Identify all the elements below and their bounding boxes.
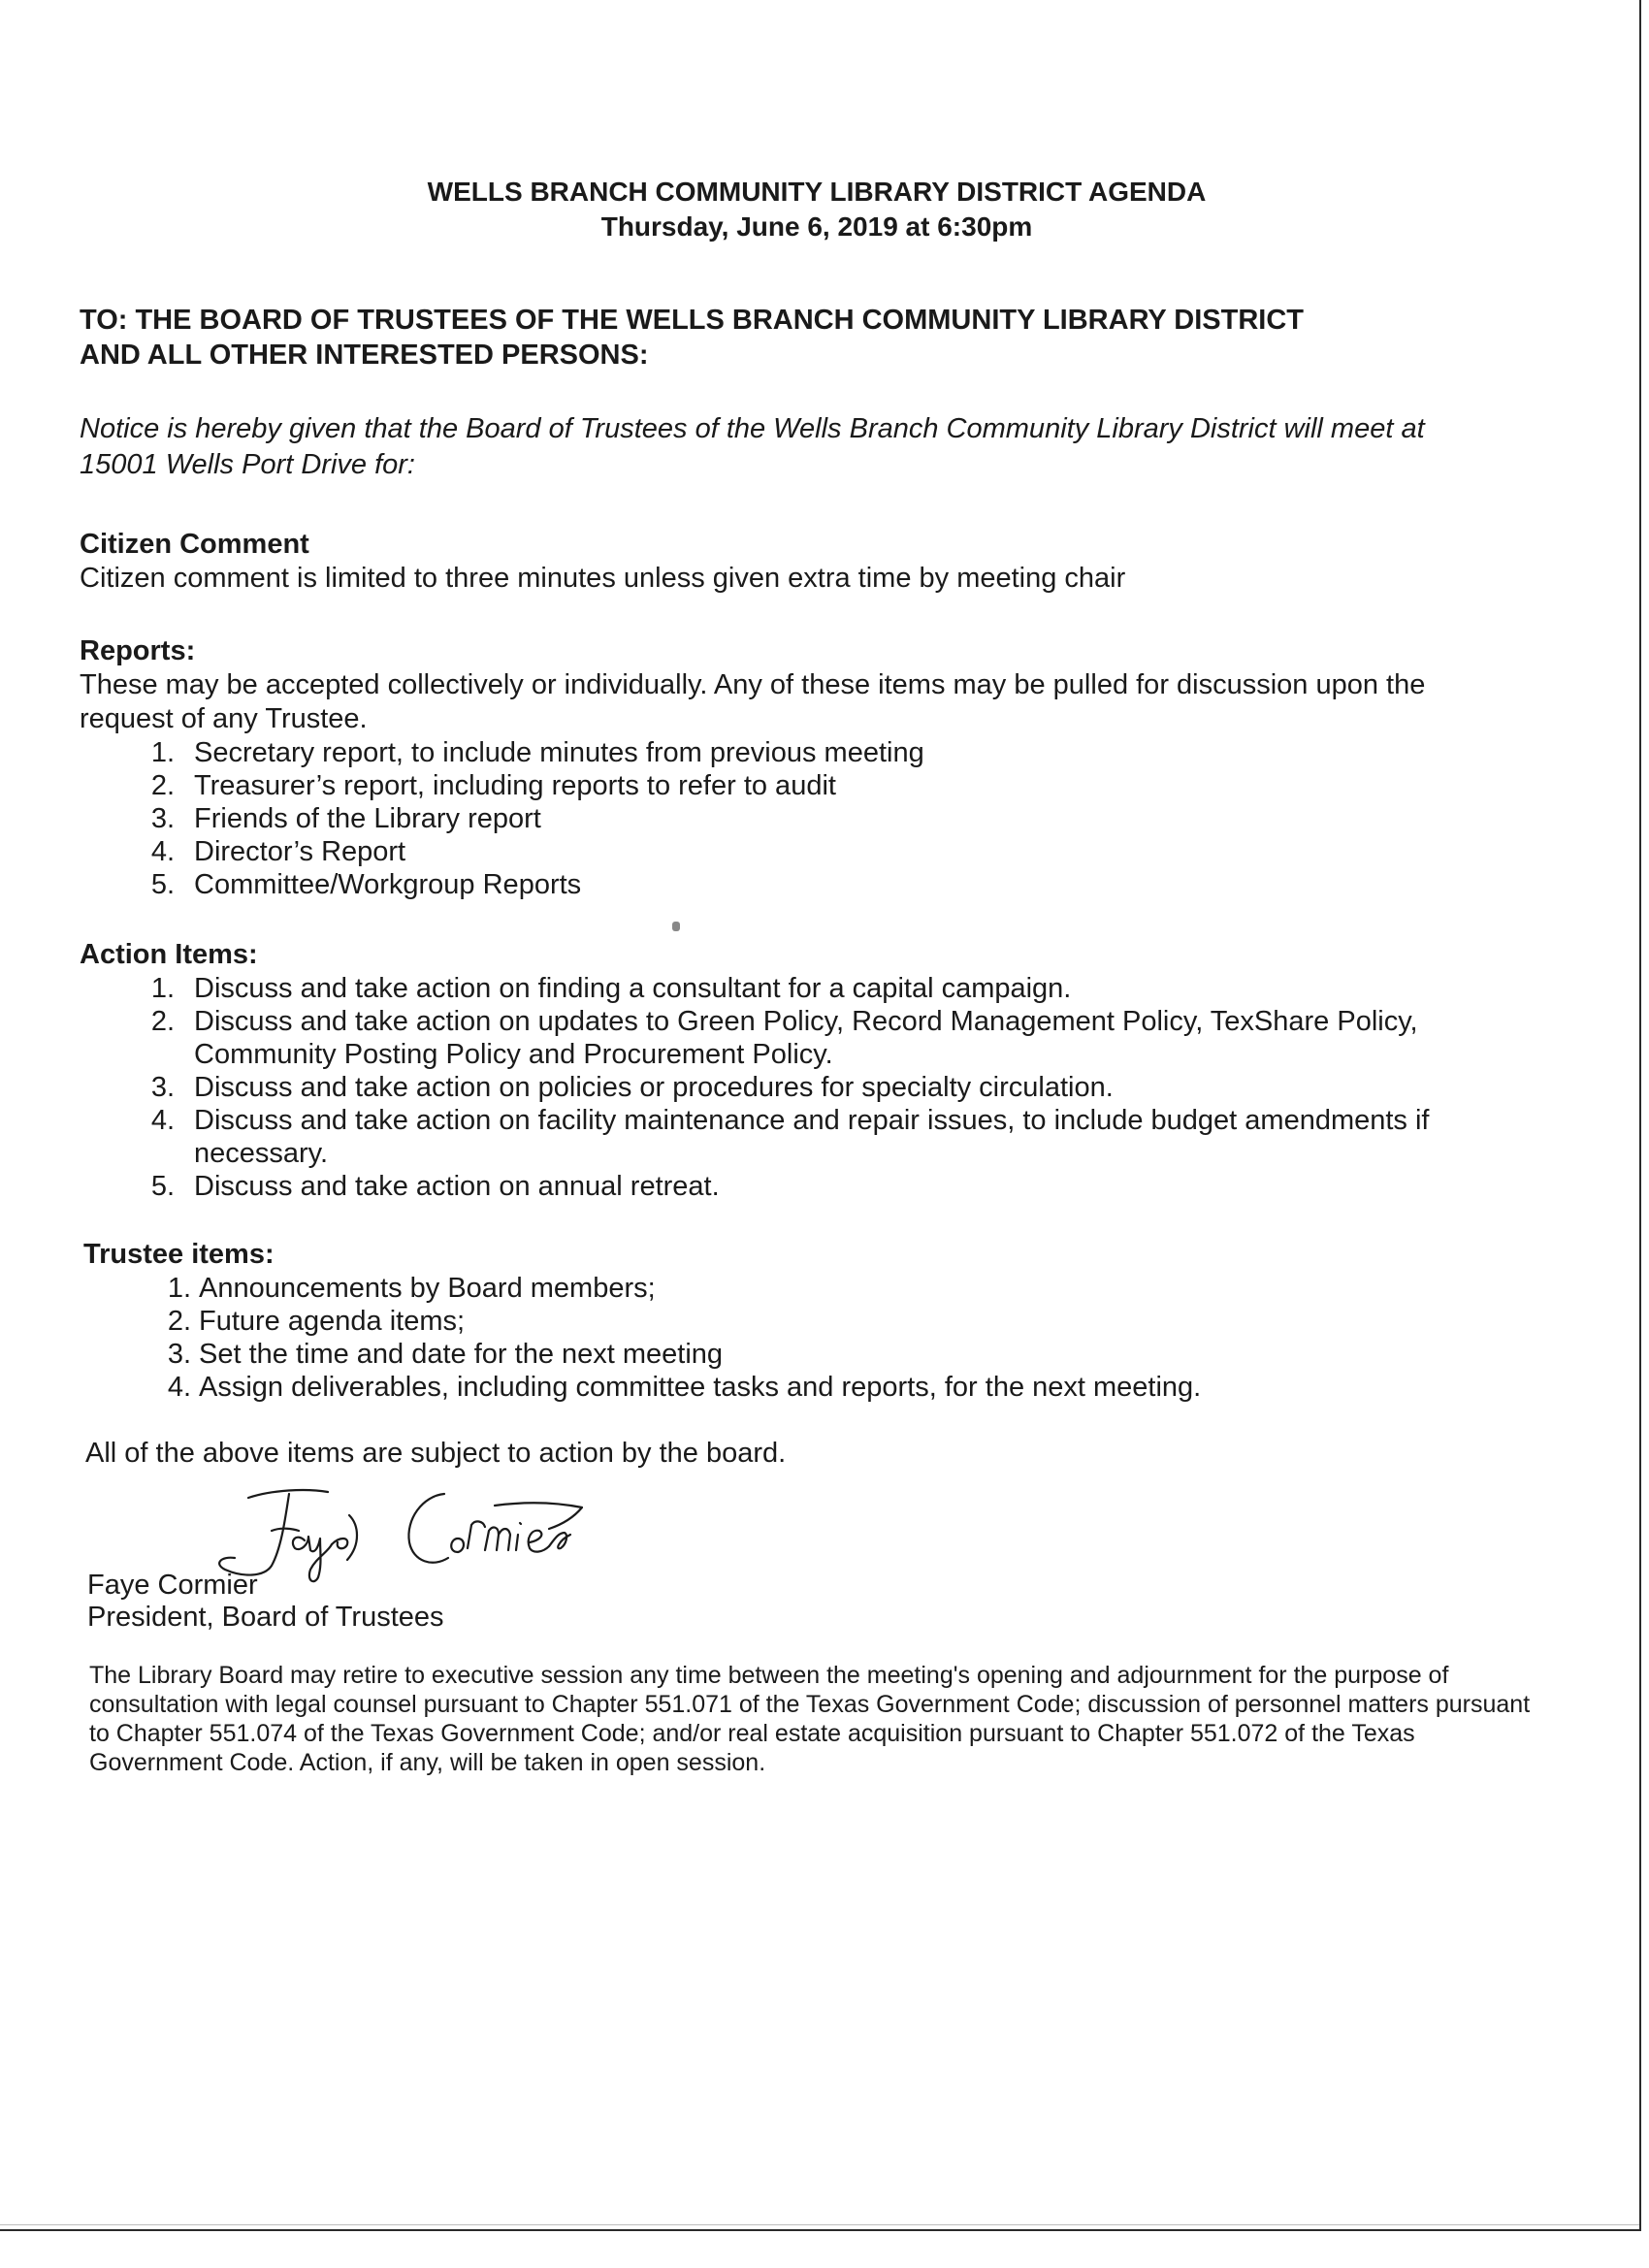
item-number: 5. <box>150 869 175 900</box>
reports-heading: Reports: <box>80 635 196 666</box>
citizen-comment-text: Citizen comment is limited to three minutes unless given extra time by meeting chair <box>80 563 1126 594</box>
scan-edge-bottom-light <box>0 2224 1639 2225</box>
item-number: 1. <box>167 1273 191 1304</box>
item-text: Committee/Workgroup Reports <box>194 869 582 900</box>
item-text: Secretary report, to include minutes from previous meeting <box>194 737 924 768</box>
document-title: WELLS BRANCH COMMUNITY LIBRARY DISTRICT AGENDA <box>427 177 1207 207</box>
list-item <box>128 972 1554 1005</box>
agenda-document <box>80 175 1554 1777</box>
item-number: 2. <box>150 770 175 801</box>
item-number: 2. <box>150 1006 175 1037</box>
item-number: 1. <box>150 737 175 768</box>
list-item <box>128 1170 1554 1203</box>
executive-session-disclaimer: The Library Board may retire to executive session any time between the meeting's opening and adjournment for the purpose of consultation with legal counsel pursuant to Chapter 551.071 of the Texas Government Code; discussion of personnel matters pursuant to Chapter 551.074 of the Texas Government Code; and/or real estate acquisition pursuant to Chapter 551.072 of the Texas Government Code. Action, if any, will be taken in open session. <box>89 1662 1531 1776</box>
item-number: 3. <box>167 1339 191 1370</box>
item-number: 3. <box>150 803 175 834</box>
item-text: Set the time and date for the next meeting <box>199 1339 724 1370</box>
item-text: Future agenda items; <box>199 1306 466 1337</box>
action-items-section <box>80 938 1554 1203</box>
trustee-items-section <box>83 1238 1554 1404</box>
item-text: Discuss and take action on annual retreat. <box>194 1171 720 1202</box>
signer-name: Faye Cormier <box>87 1570 258 1601</box>
item-number: 4. <box>150 836 175 867</box>
list-item <box>166 1305 1554 1338</box>
list-item <box>166 1338 1554 1371</box>
closing-statement: All of the above items are subject to action by the board. <box>85 1438 787 1469</box>
item-text: Assign deliverables, including committee tasks and reports, for the next meeting. <box>199 1372 1202 1403</box>
document-header <box>80 175 1554 244</box>
item-number: 5. <box>150 1171 175 1202</box>
reports-list <box>80 736 1554 901</box>
notice-line-1: Notice is hereby given that the Board of Trustees of the Wells Branch Community Library District will meet at <box>80 413 1425 444</box>
list-item <box>128 769 1554 802</box>
action-items-heading: Action Items: <box>80 939 258 970</box>
list-item <box>128 868 1554 901</box>
item-text: Discuss and take action on finding a consultant for a capital campaign. <box>194 973 1072 1004</box>
reports-section <box>80 634 1554 901</box>
list-item <box>128 1071 1554 1104</box>
addressee <box>80 303 1554 373</box>
action-items-list <box>80 972 1554 1203</box>
scan-edge-bottom <box>0 2229 1639 2231</box>
signer-title: President, Board of Trustees <box>87 1602 444 1633</box>
item-text: Discuss and take action on policies or procedures for specialty circulation. <box>194 1072 1114 1103</box>
trustee-items-list <box>83 1272 1554 1404</box>
citizen-comment-heading: Citizen Comment <box>80 529 309 560</box>
signer-block <box>87 1570 1554 1634</box>
list-item <box>128 1005 1554 1071</box>
reports-intro-line-1: These may be accepted collectively or individually. Any of these items may be pulled for discussion upon the <box>80 669 1426 700</box>
item-number: 4. <box>150 1105 175 1136</box>
item-number: 2. <box>167 1306 191 1337</box>
item-number: 4. <box>167 1372 191 1403</box>
list-item <box>166 1272 1554 1305</box>
meeting-date: Thursday, June 6, 2019 at 6:30pm <box>600 211 1033 242</box>
item-text: Director’s Report <box>194 836 406 867</box>
list-item <box>128 835 1554 868</box>
reports-intro-line-2: request of any Trustee. <box>80 703 368 734</box>
item-number: 3. <box>150 1072 175 1103</box>
item-text: Discuss and take action on facility maintenance and repair issues, to include budget amendments if necessary. <box>194 1105 1430 1169</box>
meeting-notice <box>80 411 1554 483</box>
item-text: Discuss and take action on updates to Green Policy, Record Management Policy, TexShare Policy, Community Posting Policy and Procurement Policy. <box>194 1006 1418 1070</box>
citizen-comment-section <box>80 528 1554 596</box>
list-item <box>166 1371 1554 1404</box>
addressee-line-1: TO: THE BOARD OF TRUSTEES OF THE WELLS BRANCH COMMUNITY LIBRARY DISTRICT <box>80 305 1305 336</box>
notice-line-2: 15001 Wells Port Drive for: <box>80 449 415 480</box>
list-item <box>128 802 1554 835</box>
list-item <box>128 736 1554 769</box>
item-number: 1. <box>150 973 175 1004</box>
trustee-items-heading: Trustee items: <box>83 1239 275 1270</box>
item-text: Treasurer’s report, including reports to refer to audit <box>194 770 836 801</box>
item-text: Announcements by Board members; <box>199 1273 656 1304</box>
scan-edge-right <box>1639 0 1641 2231</box>
list-item <box>128 1104 1554 1170</box>
item-text: Friends of the Library report <box>194 803 541 834</box>
addressee-line-2: AND ALL OTHER INTERESTED PERSONS: <box>80 340 649 371</box>
